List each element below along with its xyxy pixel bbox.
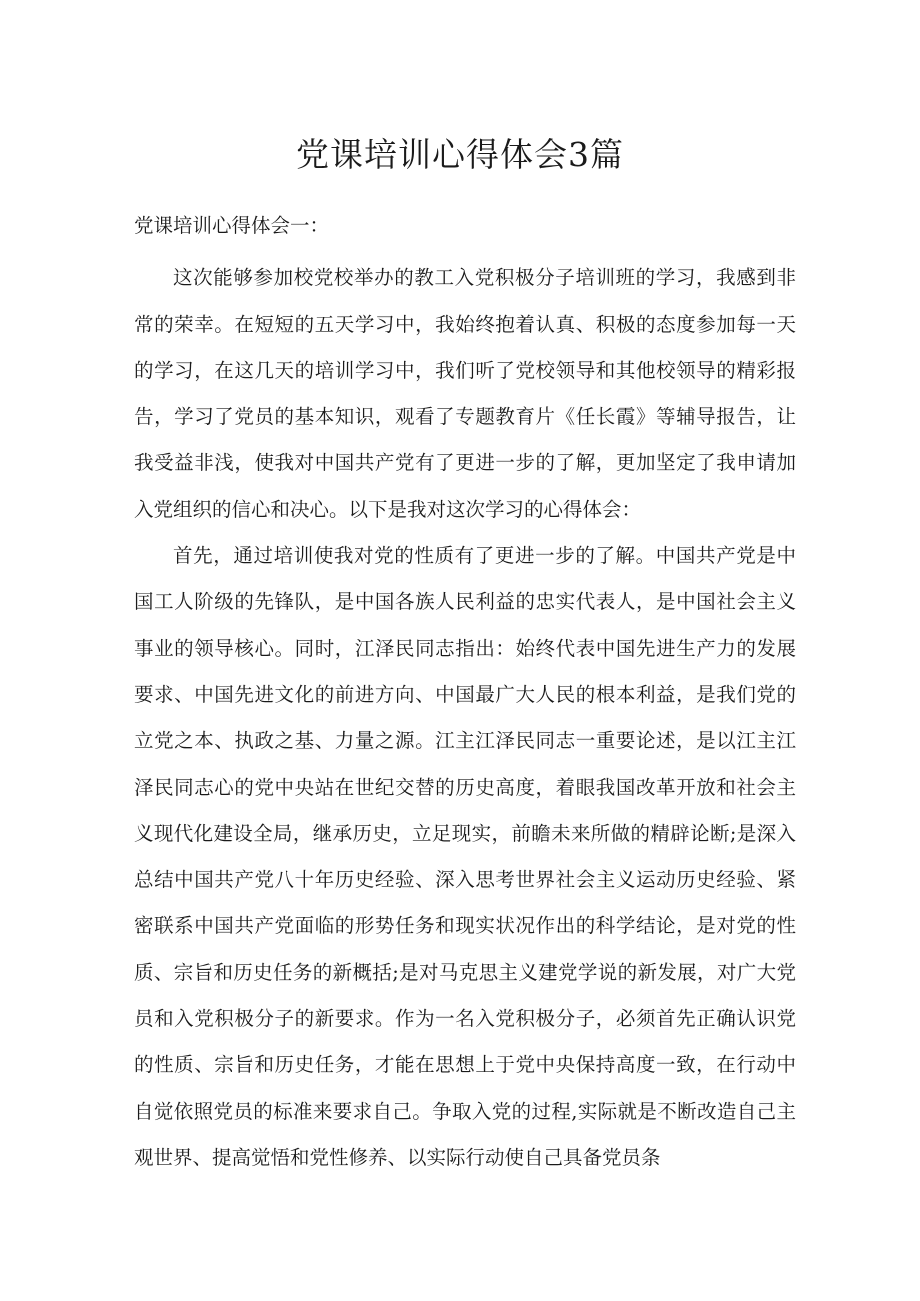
document-title: 党课培训心得体会3篇 — [296, 135, 624, 174]
paragraph-2: 首先，通过培训使我对党的性质有了更进一步的了解。中国共产党是中国工人阶级的先锋队，是中国各族人民利益的忠实代表人，是中国社会主义事业的领导核心。同时，江泽民同志指出：始终代表中国先进生产力的发展要求、中国先进文化的前进方向、中国最广大人民的根本利益，是我们党的立党之本、执政之基、力量之源。江主江泽民同志一重要论述，是以江主江泽民同志心的党中央站在世纪交替的历史高度，着眼我国改革开放和社会主义现代化建设全局，继承历史，立足现实，前瞻未来所做的精辟论断;是深入总结中国共产党八十年历史经验、深入思考世界社会主义运动历史经验、紧密联系中国共产党面临的形势任务和现实状况作出的科学结论，是对党的性质、宗旨和历史任务的新概括;是对马克思主义建党学说的新发展，对广大党员和入党积极分子的新要求。作为一名入党积极分子，必须首先正确认识党的性质、宗旨和历史任务，才能在思想上于党中央保持高度一致，在行动中自觉依照党员的标准来要求自己。争取入党的过程,实际就是不断改造自己主观世界、提高觉悟和党性修养、以实际行动使自己具备党员条 — [134, 544, 796, 1169]
section-subheading: 党课培训心得体会一： — [134, 214, 330, 237]
document-body — [134, 203, 796, 1181]
paragraph-1: 这次能够参加校党校举办的教工入党积极分子培训班的学习，我感到非常的荣幸。在短短的五天学习中，我始终抱着认真、积极的态度参加每一天的学习，在这几天的培训学习中，我们听了党校领导和其他校领导的精彩报告，学习了党员的基本知识，观看了专题教育片《任长霞》等辅导报告，让我受益非浅，使我对中国共产党有了更进一步的了解，更加坚定了我申请加入党组织的信心和决心。以下是我对这次学习的心得体会： — [134, 266, 796, 521]
